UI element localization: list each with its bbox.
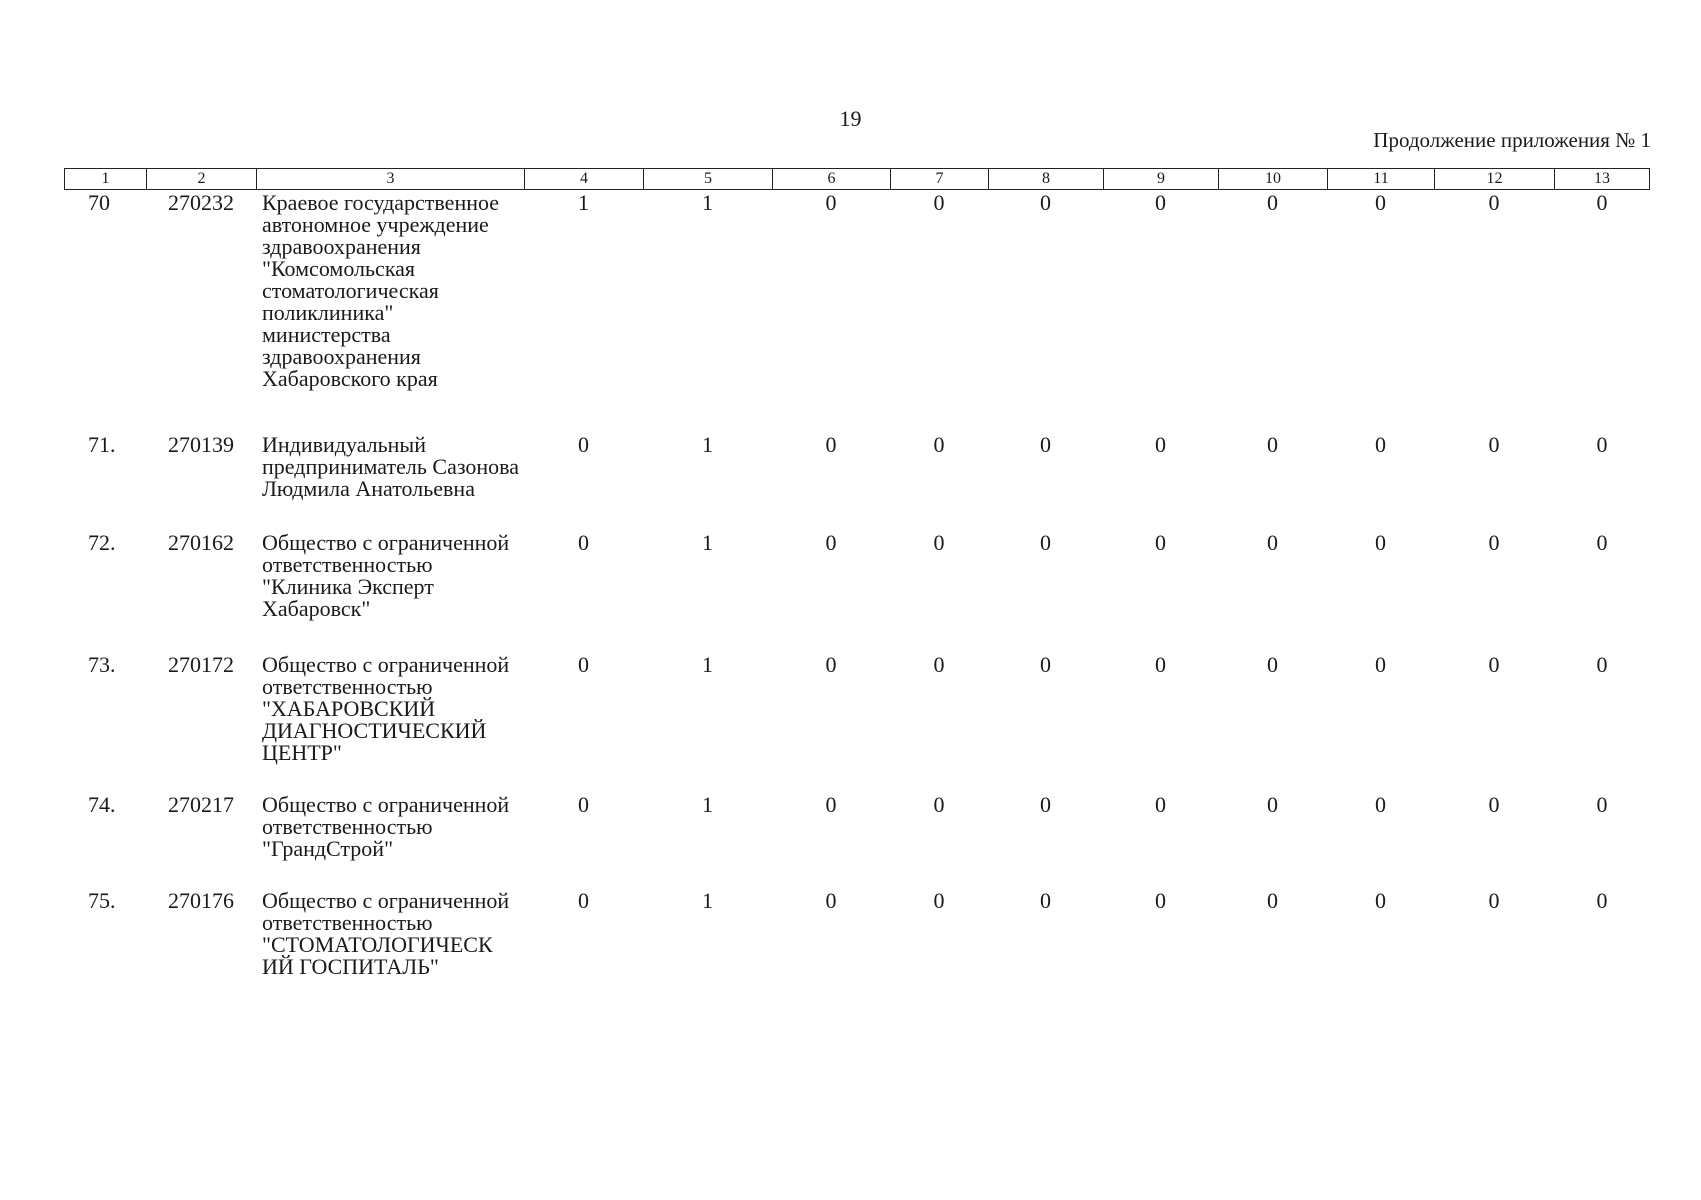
column-header-11: 11 bbox=[1327, 168, 1434, 190]
value-col-11: 0 bbox=[1375, 190, 1386, 215]
data-table bbox=[64, 168, 1650, 1000]
registry-code: 270162 bbox=[168, 530, 234, 555]
value-col-6: 0 bbox=[825, 432, 837, 457]
value-col-7: 0 bbox=[933, 652, 945, 677]
column-header-1: 1 bbox=[64, 168, 146, 190]
column-header-3: 3 bbox=[256, 168, 524, 190]
value-col-4: 0 bbox=[578, 888, 589, 913]
value-col-5: 1 bbox=[702, 652, 713, 677]
value-col-8: 0 bbox=[1040, 792, 1051, 817]
registry-code: 270217 bbox=[168, 792, 234, 817]
column-header-13: 13 bbox=[1554, 168, 1650, 190]
value-col-10: 0 bbox=[1267, 792, 1278, 817]
value-col-4: 1 bbox=[578, 190, 589, 215]
value-col-11: 0 bbox=[1375, 888, 1386, 913]
value-col-6: 0 bbox=[825, 792, 837, 817]
value-col-13: 0 bbox=[1596, 792, 1608, 817]
value-col-12: 0 bbox=[1488, 888, 1500, 913]
value-col-8: 0 bbox=[1040, 530, 1051, 555]
value-col-7: 0 bbox=[933, 792, 945, 817]
value-col-9: 0 bbox=[1155, 530, 1166, 555]
value-col-5: 1 bbox=[702, 888, 713, 913]
organization-name: Общество с ограниченной ответственностью "ГрандСтрой" bbox=[262, 792, 510, 861]
value-col-5: 1 bbox=[702, 792, 713, 817]
value-col-10: 0 bbox=[1267, 652, 1278, 677]
value-col-11: 0 bbox=[1375, 652, 1386, 677]
value-col-13: 0 bbox=[1596, 432, 1608, 457]
value-col-10: 0 bbox=[1267, 432, 1278, 457]
column-header-12: 12 bbox=[1434, 168, 1554, 190]
page-number: 19 bbox=[839, 106, 862, 131]
organization-name: Общество с ограниченной ответственностью "Клиника Эксперт Хабаровск" bbox=[262, 530, 510, 621]
registry-code: 270139 bbox=[168, 432, 234, 457]
value-col-12: 0 bbox=[1488, 530, 1500, 555]
value-col-6: 0 bbox=[825, 190, 837, 215]
value-col-8: 0 bbox=[1040, 432, 1051, 457]
value-col-6: 0 bbox=[825, 652, 837, 677]
organization-name: Общество с ограниченной ответственностью "СТОМАТОЛОГИЧЕСК ИЙ ГОСПИТАЛЬ" bbox=[262, 888, 510, 979]
value-col-13: 0 bbox=[1596, 190, 1608, 215]
value-col-8: 0 bbox=[1040, 190, 1051, 215]
value-col-8: 0 bbox=[1040, 888, 1051, 913]
value-col-5: 1 bbox=[702, 432, 713, 457]
column-header-7: 7 bbox=[890, 168, 988, 190]
column-header-6: 6 bbox=[772, 168, 890, 190]
column-header-2: 2 bbox=[146, 168, 256, 190]
value-col-7: 0 bbox=[933, 530, 945, 555]
appendix-continuation-note: Продолжение приложения № 1 bbox=[1373, 128, 1651, 152]
registry-code: 270172 bbox=[168, 652, 234, 677]
row-number: 71. bbox=[88, 432, 116, 457]
value-col-12: 0 bbox=[1488, 190, 1500, 215]
value-col-13: 0 bbox=[1596, 888, 1608, 913]
value-col-12: 0 bbox=[1488, 432, 1500, 457]
value-col-6: 0 bbox=[825, 888, 837, 913]
value-col-4: 0 bbox=[578, 432, 589, 457]
value-col-11: 0 bbox=[1375, 530, 1386, 555]
row-number: 75. bbox=[88, 888, 116, 913]
value-col-12: 0 bbox=[1488, 652, 1500, 677]
value-col-10: 0 bbox=[1267, 190, 1278, 215]
column-header-4: 4 bbox=[524, 168, 643, 190]
value-col-8: 0 bbox=[1040, 652, 1051, 677]
column-header-8: 8 bbox=[988, 168, 1103, 190]
value-col-13: 0 bbox=[1596, 530, 1608, 555]
value-col-10: 0 bbox=[1267, 888, 1278, 913]
organization-name: Индивидуальный предприниматель Сазонова Людмила Анатольевна bbox=[262, 432, 520, 501]
organization-name: Краевое государственное автономное учреждение здравоохранения "Комсомольская стоматологическая поликлиника" министерства здравоохранения Хабаровского края bbox=[262, 190, 500, 391]
value-col-7: 0 bbox=[933, 190, 945, 215]
row-number: 70 bbox=[88, 190, 110, 215]
value-col-13: 0 bbox=[1596, 652, 1608, 677]
column-header-10: 10 bbox=[1218, 168, 1327, 190]
value-col-5: 1 bbox=[702, 190, 713, 215]
value-col-9: 0 bbox=[1155, 432, 1166, 457]
value-col-6: 0 bbox=[825, 530, 837, 555]
row-number: 72. bbox=[88, 530, 116, 555]
value-col-5: 1 bbox=[702, 530, 713, 555]
value-col-9: 0 bbox=[1155, 652, 1166, 677]
value-col-4: 0 bbox=[578, 792, 589, 817]
value-col-7: 0 bbox=[933, 888, 945, 913]
value-col-4: 0 bbox=[578, 530, 589, 555]
value-col-12: 0 bbox=[1488, 792, 1500, 817]
value-col-9: 0 bbox=[1155, 792, 1166, 817]
value-col-11: 0 bbox=[1375, 792, 1386, 817]
value-col-11: 0 bbox=[1375, 432, 1386, 457]
value-col-9: 0 bbox=[1155, 888, 1166, 913]
row-number: 73. bbox=[88, 652, 116, 677]
registry-code: 270232 bbox=[168, 190, 234, 215]
column-header-5: 5 bbox=[643, 168, 772, 190]
value-col-9: 0 bbox=[1155, 190, 1166, 215]
value-col-10: 0 bbox=[1267, 530, 1278, 555]
registry-code: 270176 bbox=[168, 888, 234, 913]
column-header-9: 9 bbox=[1103, 168, 1218, 190]
row-number: 74. bbox=[88, 792, 116, 817]
value-col-4: 0 bbox=[578, 652, 589, 677]
value-col-7: 0 bbox=[933, 432, 945, 457]
organization-name: Общество с ограниченной ответственностью "ХАБАРОВСКИЙ ДИАГНОСТИЧЕСКИЙ ЦЕНТР" bbox=[262, 652, 510, 765]
